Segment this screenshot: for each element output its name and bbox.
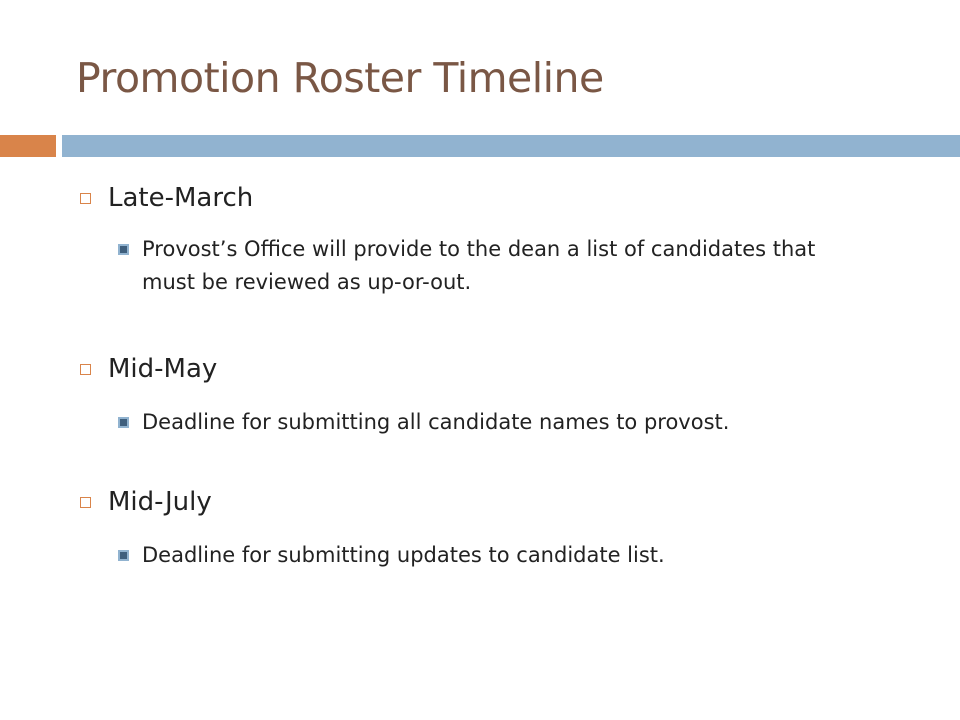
timeline-heading-text: Mid-July — [108, 487, 212, 517]
square-bullet-icon — [80, 497, 91, 508]
filled-square-bullet-icon — [118, 244, 129, 255]
slide-title: Promotion Roster Timeline — [76, 54, 604, 102]
filled-square-bullet-icon — [118, 417, 129, 428]
timeline-detail-text: Deadline for submitting all candidate names to provost. — [142, 410, 730, 434]
timeline-heading-text: Late-March — [108, 183, 254, 213]
square-bullet-icon — [80, 364, 91, 375]
square-bullet-icon — [80, 193, 91, 204]
filled-square-bullet-icon — [118, 550, 129, 561]
timeline-heading-text: Mid-May — [108, 354, 218, 384]
timeline-detail-text: Deadline for submitting updates to candidate list. — [142, 543, 665, 567]
timeline-detail-text: Provost’s Office will provide to the dean a list of candidates that must be reviewed as up-or-out. — [142, 237, 816, 294]
